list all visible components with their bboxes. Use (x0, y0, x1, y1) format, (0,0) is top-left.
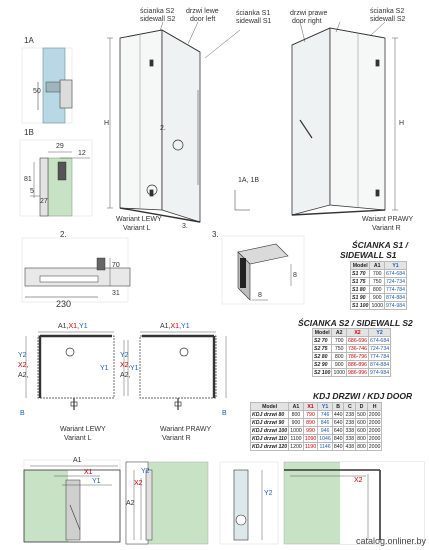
value-cell: 1146 (319, 443, 331, 450)
dim-h-left: H (104, 120, 110, 127)
value-cell: 746 (318, 411, 333, 419)
bottom-detail-a2 (126, 462, 208, 544)
table-row (313, 369, 391, 377)
dim-81: 81 (24, 176, 32, 183)
dim-a2-left: A2, (18, 372, 29, 379)
value-cell: 238 (345, 419, 355, 426)
value-cell: 1000 (371, 302, 383, 309)
dim-b-right: B (222, 410, 227, 417)
bottom-detail-a1 (24, 460, 120, 542)
model-cell: KDJ drzwi 100 (252, 427, 288, 434)
model-cell: S1 90 (351, 294, 370, 302)
label-variant-right2-en: Variant R (162, 435, 191, 442)
label-door-right-pl: drzwi prawe (290, 10, 328, 17)
label-variant-left-en: Variant L (123, 225, 151, 232)
label-sidewall-s2-en: sidewall S2 (140, 16, 176, 23)
plan-view-left (26, 332, 124, 410)
bottom-detail-corner (284, 462, 424, 544)
watermark: catalog.onliner.by (355, 536, 426, 546)
dim-x2-left: X2, (18, 362, 29, 369)
value-cell: 874-884 (370, 361, 390, 368)
table-row (313, 361, 391, 369)
value-cell: 800 (357, 435, 366, 442)
value-cell: 900 (332, 361, 347, 369)
value-cell: 890 (303, 419, 318, 427)
value-cell: 840 (333, 443, 343, 450)
value-cell: 600 (357, 427, 366, 434)
model-cell: S2 80 (313, 353, 332, 361)
value-cell: 750 (332, 345, 347, 353)
value-cell: 438 (345, 443, 355, 450)
th-y1: Y1 (318, 403, 333, 411)
value-cell: 674-684 (386, 270, 406, 277)
model-cell: S2 75 (313, 345, 332, 353)
th-x2: X2 (347, 329, 369, 337)
plan-view-right (128, 332, 226, 410)
value-cell: 774-784 (370, 353, 390, 360)
label-sidewall-s1-en: sidewall S1 (236, 18, 272, 25)
th-d: D (356, 403, 368, 411)
value-cell: 640 (333, 419, 343, 426)
dim-8-horizontal: 8 (258, 292, 262, 299)
th-h: H (367, 403, 382, 411)
value-cell: 974-984 (386, 302, 406, 309)
value-cell: 338 (345, 427, 355, 434)
dim-230: 230 (56, 299, 72, 309)
table-row (251, 427, 382, 435)
enclosure-left-drawing (107, 22, 250, 222)
model-cell: KDJ drzwi 110 (252, 435, 287, 442)
label-sidewall-s2-pl: ścianka S2 (140, 8, 175, 15)
label-variant-left2-pl: Wariant LEWY (60, 426, 106, 433)
value-cell: 1200 (290, 443, 302, 450)
bottom-dim-x1: X1 (84, 469, 93, 476)
model-cell: KDJ drzwi 80 (251, 411, 289, 419)
th-b: B (332, 403, 344, 411)
model-cell: S2 100 (314, 369, 331, 376)
table-s1-title-2: SIDEWALL S1 (340, 250, 397, 260)
value-cell: 800 (332, 353, 347, 361)
table-s1 (350, 261, 407, 310)
dim-y2-right: Y2 (120, 352, 129, 359)
label-sidewall-s2b-en: sidewall S2 (370, 16, 406, 23)
value-cell: 1100 (290, 435, 302, 442)
value-cell: 238 (345, 411, 355, 418)
value-cell: 1090 (304, 435, 317, 442)
value-cell: 686-696 (348, 337, 368, 344)
dim-a1-right-a: A1, (160, 323, 171, 330)
value-cell: 700 (370, 270, 385, 278)
table-row (251, 411, 382, 419)
th-a1: A1 (289, 403, 304, 411)
bottom-dim-x2: X2 (134, 480, 143, 487)
label-door-right-en: door right (292, 18, 322, 25)
th-model: Model (313, 329, 332, 337)
value-cell: 800 (289, 411, 304, 419)
dim-b-left: B (20, 410, 25, 417)
table-row (251, 443, 382, 451)
model-cell: S1 70 (351, 270, 370, 278)
label-variant-left2-en: Variant L (64, 435, 92, 442)
value-cell: 1046 (319, 435, 331, 442)
enclosure-right-drawing (292, 22, 398, 215)
table-row (313, 353, 391, 361)
table-row (251, 435, 382, 443)
th-x1: X1 (303, 403, 318, 411)
value-cell: 786-796 (348, 353, 368, 360)
value-cell: 800 (370, 286, 385, 294)
dim-70: 70 (112, 262, 120, 269)
value-cell: 1000 (290, 427, 302, 434)
bottom2-dim-y2: Y2 (264, 490, 273, 497)
value-cell: 640 (333, 427, 343, 434)
model-cell: S2 70 (313, 337, 332, 345)
label-sidewall-s1-pl: ścianka S1 (236, 10, 271, 17)
table-row (351, 294, 407, 302)
model-cell: KDJ drzwi 90 (251, 419, 289, 427)
value-cell: 886-896 (348, 361, 368, 368)
th-a2: A2 (332, 329, 347, 337)
value-cell: 724-734 (386, 278, 406, 285)
dim-5: 5 (30, 188, 34, 195)
label-sidewall-s2b-pl: ścianka S2 (370, 8, 405, 15)
dim-a1-left-x: X1, (68, 323, 80, 330)
value-cell: 440 (333, 411, 343, 418)
table-kdj (250, 402, 382, 451)
value-cell: 338 (345, 435, 355, 442)
label-variant-left-pl: Wariant LEWY (116, 216, 162, 223)
value-cell: 2000 (368, 443, 381, 450)
table-row (313, 337, 391, 345)
dim-a1-right-y: Y1 (181, 323, 190, 330)
th-model: Model (251, 403, 289, 411)
section-3-label: 3. (212, 230, 219, 239)
dim-y2-left: Y2 (18, 352, 27, 359)
value-cell: 1000 (333, 369, 345, 376)
dim-8-vertical: 8 (293, 272, 297, 279)
value-cell: 1190 (304, 443, 317, 450)
model-cell: KDJ drzwi 120 (252, 443, 288, 450)
table-row (251, 419, 382, 427)
value-cell: 986-996 (348, 369, 368, 376)
value-cell: 800 (357, 443, 366, 450)
section-2-label: 2. (60, 230, 67, 239)
bottom2-dim-x2: X2 (354, 477, 363, 484)
section-1a-label: 1A (24, 36, 34, 45)
dim-27: 27 (40, 198, 48, 205)
dim-h-right: H (399, 120, 405, 127)
value-cell: 900 (289, 419, 304, 427)
label-door-left-en: door left (190, 16, 216, 23)
table-row (351, 302, 407, 310)
callout-3: 3. (182, 223, 188, 230)
detail-3-drawing (222, 236, 304, 304)
value-cell: 2000 (368, 419, 381, 426)
table-s2 (312, 328, 391, 377)
bottom-detail-seal (220, 462, 278, 544)
table-row (351, 270, 407, 278)
value-cell: 700 (332, 337, 347, 345)
label-variant-right2-pl: Wariant PRAWY (160, 426, 212, 433)
callout-1a-1b: 1A, 1B (238, 177, 260, 184)
th-a1: A1 (370, 262, 385, 270)
value-cell: 774-784 (386, 286, 406, 293)
th-c: C (344, 403, 356, 411)
dim-a1-right-x: X1, (170, 323, 182, 330)
model-cell: S1 80 (351, 286, 370, 294)
value-cell: 2000 (368, 435, 381, 442)
bottom-dim-a2: A2 (126, 500, 135, 507)
value-cell: 674-684 (370, 337, 390, 344)
dim-a1-left (58, 323, 88, 331)
value-cell: 946 (318, 427, 333, 435)
value-cell: 790 (303, 411, 318, 419)
value-cell: 600 (357, 419, 366, 426)
bottom-dim-a1: A1 (73, 457, 82, 464)
value-cell: 874-884 (386, 294, 406, 301)
value-cell: 736-746 (348, 345, 368, 352)
dim-y1-left: Y1 (100, 365, 109, 372)
table-row (351, 278, 407, 286)
dim-50: 50 (33, 88, 41, 95)
value-cell: 724-734 (370, 345, 390, 352)
table-kdj-title: KDJ DRZWI / KDJ DOOR (313, 391, 413, 401)
th-y1: Y1 (385, 262, 407, 270)
label-variant-right-pl: Wariant PRAWY (362, 216, 414, 223)
dim-a1-left-a: A1, (58, 323, 69, 330)
detail-1a-drawing (22, 48, 72, 123)
model-cell: S1 100 (352, 302, 369, 309)
label-variant-right-en: Variant R (372, 225, 401, 232)
value-cell: 2000 (368, 411, 381, 418)
table-row (351, 286, 407, 294)
value-cell: 750 (370, 278, 385, 286)
dim-a1-left-y: Y1 (79, 323, 88, 330)
dim-a1-right (160, 323, 190, 331)
value-cell: 500 (357, 411, 366, 418)
value-cell: 846 (318, 419, 333, 427)
table-s1-title-1: ŚCIANKA S1 / (352, 240, 408, 250)
model-cell: S2 90 (313, 361, 332, 369)
dim-x2-right: X2, (120, 362, 131, 369)
value-cell: 990 (303, 427, 318, 435)
th-y2: Y2 (369, 329, 391, 337)
callout-2: 2. (160, 125, 166, 132)
bottom-dim-y2: Y2 (141, 468, 150, 475)
dim-12: 12 (78, 150, 86, 157)
dim-31: 31 (112, 290, 120, 297)
th-model: Model (351, 262, 370, 270)
dim-y1-right: Y1 (130, 365, 139, 372)
bottom-dim-y1: Y1 (92, 478, 101, 485)
value-cell: 974-984 (370, 369, 390, 376)
label-door-left-pl: drzwi lewe (186, 8, 219, 15)
section-1b-label: 1B (24, 128, 34, 137)
model-cell: S1 75 (351, 278, 370, 286)
value-cell: 900 (370, 294, 385, 302)
dim-29: 29 (56, 143, 64, 150)
table-s2-title: ŚCIANKA S2 / SIDEWALL S2 (298, 318, 413, 328)
dim-a2-right: A2, (120, 372, 131, 379)
table-row (313, 345, 391, 353)
value-cell: 2000 (368, 427, 381, 434)
value-cell: 840 (333, 435, 343, 442)
